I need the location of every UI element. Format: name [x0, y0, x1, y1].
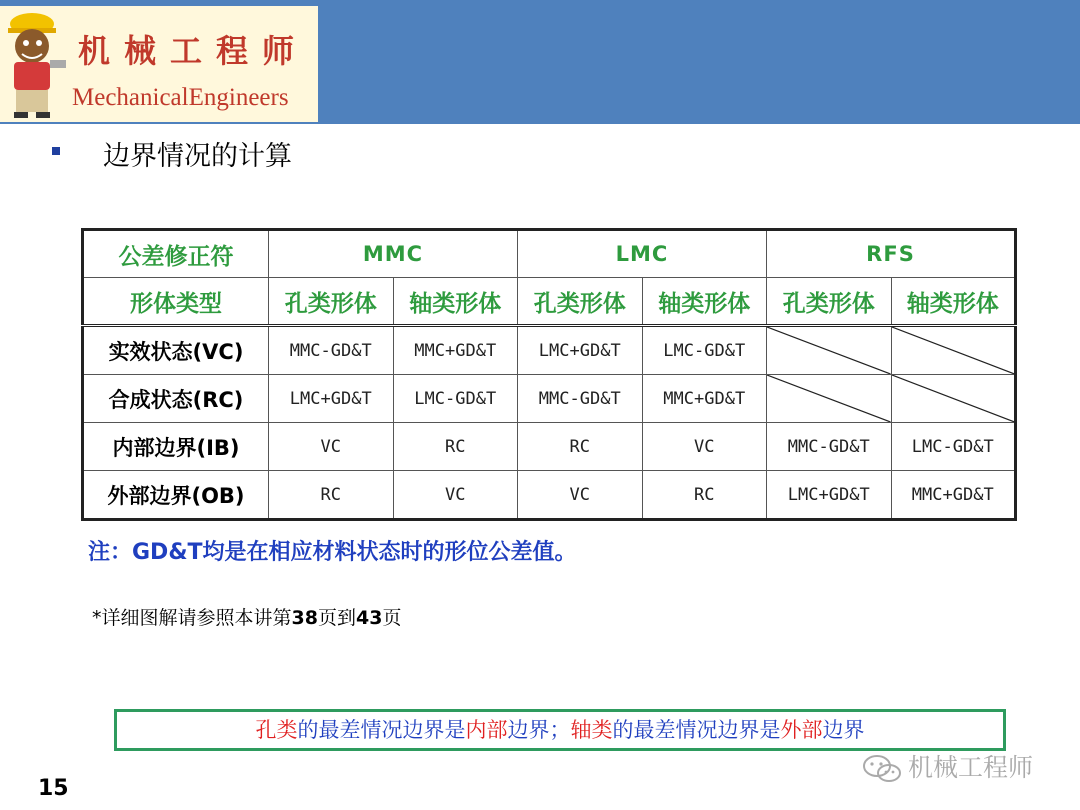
- table-cell: VC: [642, 423, 767, 471]
- empty-diagonal-cell: [767, 326, 892, 375]
- type-cell: 孔类形体: [269, 278, 394, 326]
- type-cell: 轴类形体: [393, 278, 518, 326]
- table-cell: LMC+GD&T: [518, 326, 643, 375]
- table-cell: MMC-GD&T: [269, 326, 394, 375]
- table-cell: LMC-GD&T: [393, 375, 518, 423]
- reference-prefix: *详细图解请参照本讲第: [92, 607, 292, 629]
- row-label: 合成状态(RC): [83, 375, 269, 423]
- logo-subtitle: MechanicalEngineers: [72, 84, 289, 111]
- table-cell: MMC+GD&T: [393, 326, 518, 375]
- note-text: 注：GD&T均是在相应材料状态时的形位公差值。: [88, 540, 577, 565]
- empty-diagonal-cell: [767, 375, 892, 423]
- row-label: 内部边界(IB): [83, 423, 269, 471]
- table-cell: VC: [518, 471, 643, 520]
- summary-text: 边界；: [507, 718, 571, 742]
- logo-title: 机械工程师: [78, 32, 309, 70]
- table-cell: RC: [393, 423, 518, 471]
- header-bar: [0, 0, 1080, 124]
- summary-text: 边界: [822, 718, 865, 742]
- summary-text: 的最差情况边界是: [297, 718, 466, 742]
- table-cell: RC: [642, 471, 767, 520]
- corner-header: 公差修正符: [83, 230, 269, 278]
- group-header-rfs: RFS: [767, 230, 1016, 278]
- table-cell: MMC-GD&T: [518, 375, 643, 423]
- type-cell: 孔类形体: [767, 278, 892, 326]
- empty-diagonal-cell: [891, 375, 1016, 423]
- table-cell: MMC+GD&T: [891, 471, 1016, 520]
- watermark-text: 机械工程师: [908, 753, 1034, 782]
- group-header-mmc: MMC: [269, 230, 518, 278]
- summary-outer: 外部: [780, 718, 823, 742]
- table-cell: MMC+GD&T: [642, 375, 767, 423]
- boundary-table: [81, 228, 1017, 521]
- group-header-lmc: LMC: [518, 230, 767, 278]
- engineer-mascot-icon: [2, 10, 74, 122]
- summary-text: 的最差情况边界是: [612, 718, 781, 742]
- reference-text: [92, 603, 401, 630]
- bullet-icon: [52, 147, 60, 155]
- summary-shaft: 轴类: [570, 718, 613, 742]
- watermark: [862, 748, 1033, 784]
- row-label: 实效状态(VC): [83, 326, 269, 375]
- reference-middle: 页到: [317, 607, 356, 629]
- type-cell: 轴类形体: [891, 278, 1016, 326]
- table-row: [83, 326, 1016, 375]
- type-cell: 轴类形体: [642, 278, 767, 326]
- type-header: 形体类型: [83, 278, 269, 326]
- table-cell: MMC-GD&T: [767, 423, 892, 471]
- summary-box: [114, 709, 1006, 751]
- wechat-icon: [862, 754, 902, 784]
- table-cell: LMC+GD&T: [269, 375, 394, 423]
- table-cell: LMC-GD&T: [891, 423, 1016, 471]
- table-cell: RC: [518, 423, 643, 471]
- table-cell: VC: [269, 423, 394, 471]
- table-row: [83, 471, 1016, 520]
- table-cell: LMC-GD&T: [642, 326, 767, 375]
- table-cell: VC: [393, 471, 518, 520]
- summary-inner: 内部: [465, 718, 508, 742]
- reference-suffix: 页: [382, 607, 402, 629]
- summary-hole: 孔类: [255, 718, 298, 742]
- logo: [0, 6, 318, 122]
- table-row: [83, 423, 1016, 471]
- table-cell: RC: [269, 471, 394, 520]
- empty-diagonal-cell: [891, 326, 1016, 375]
- page-number: 15: [38, 776, 69, 801]
- reference-page-to: 43: [355, 607, 383, 629]
- table-type-row: [83, 278, 1016, 326]
- table-cell: LMC+GD&T: [767, 471, 892, 520]
- table-header-row: [83, 230, 1016, 278]
- reference-page-from: 38: [291, 607, 318, 629]
- row-label: 外部边界(OB): [83, 471, 269, 520]
- type-cell: 孔类形体: [518, 278, 643, 326]
- section-title: 边界情况的计算: [103, 141, 292, 172]
- table-row: [83, 375, 1016, 423]
